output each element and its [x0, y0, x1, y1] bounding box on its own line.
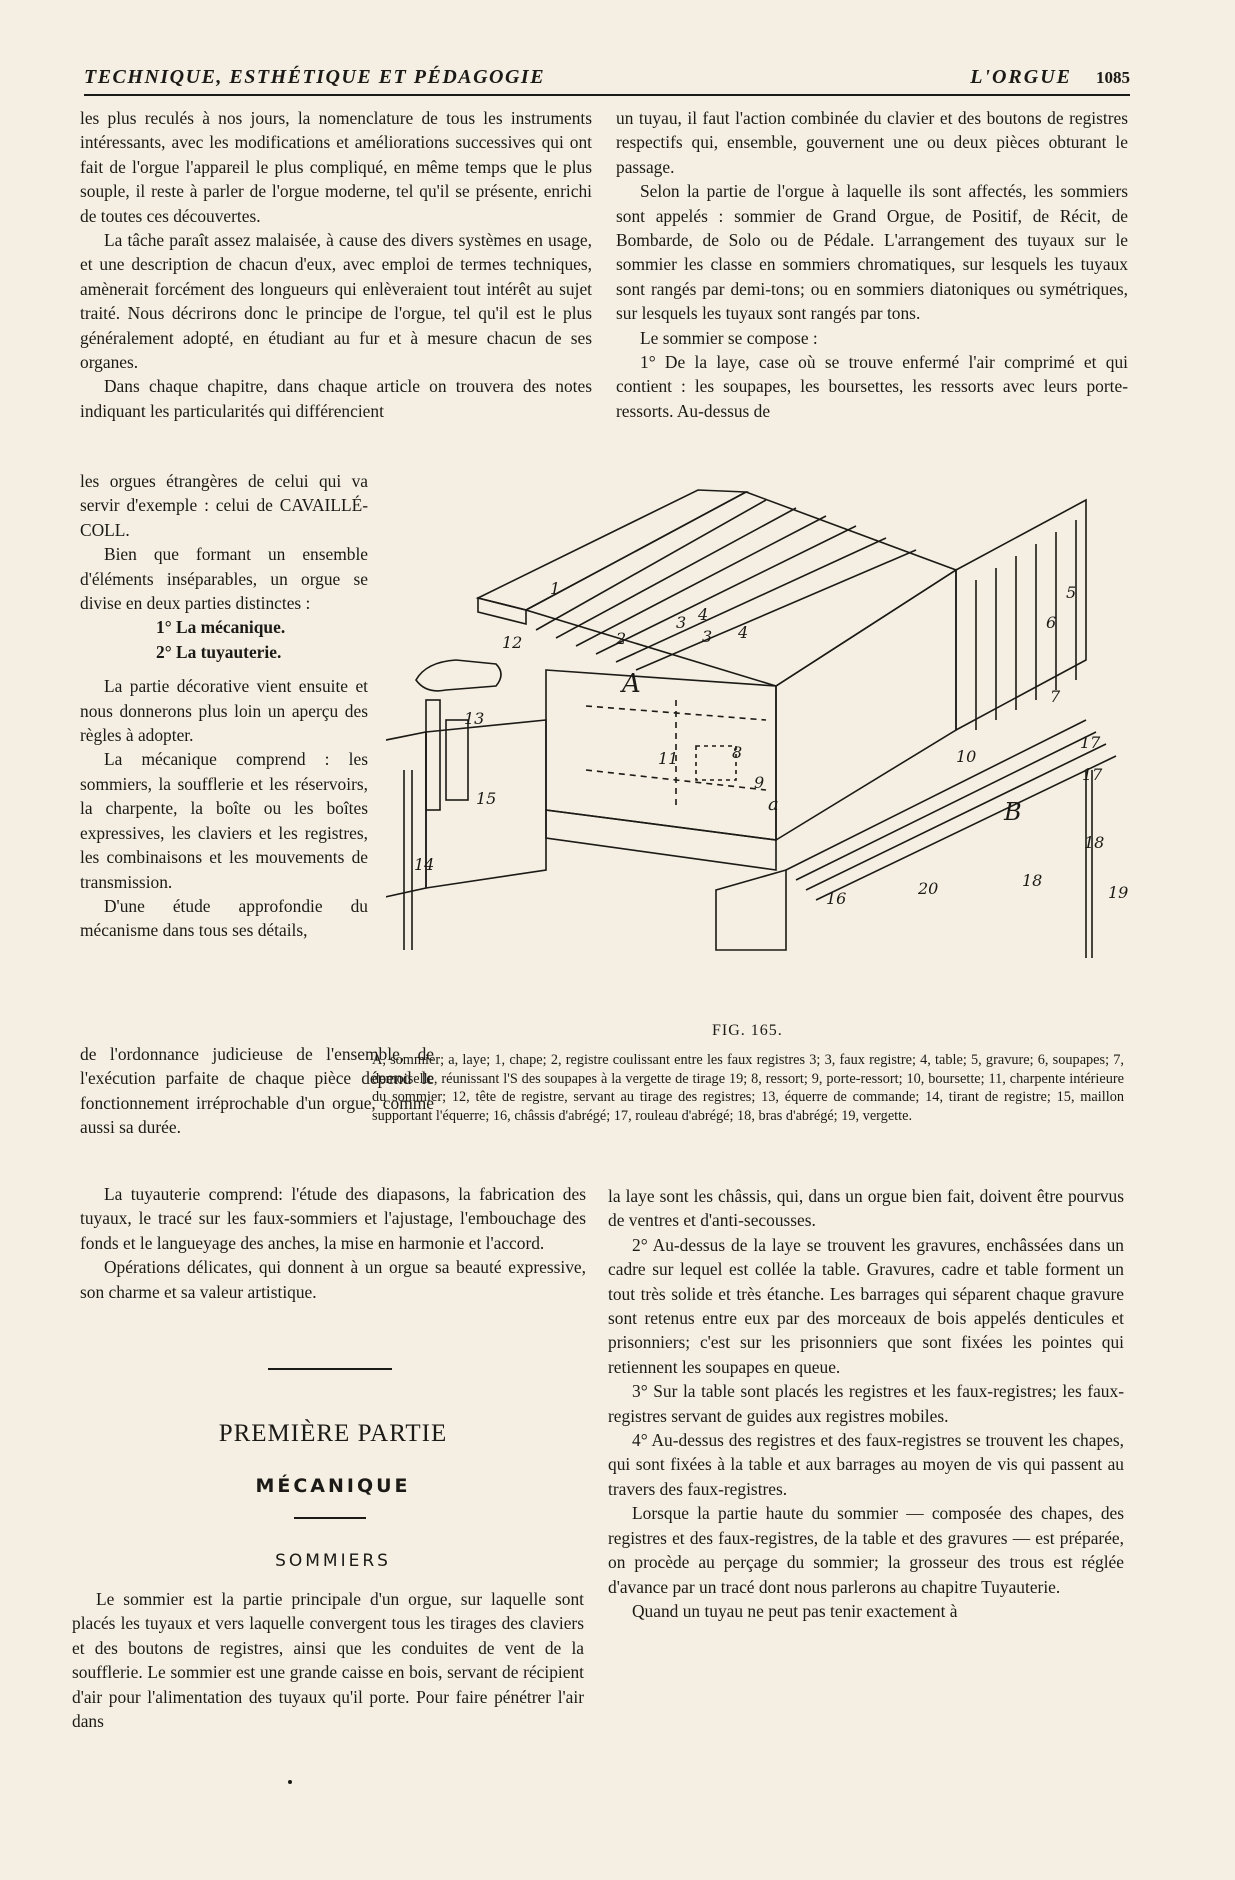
fig-label-17b: 17 — [1082, 765, 1103, 784]
paragraph: Quand un tuyau ne peut pas tenir exactement à — [632, 1600, 958, 1621]
fig-label-2: 2 — [616, 629, 627, 648]
running-title-right: L'ORGUE — [970, 66, 1072, 88]
fig-label-10: 10 — [956, 747, 977, 766]
fig-label-19: 19 — [1108, 883, 1129, 902]
paragraph: les plus reculés à nos jours, la nomenclature de tous les instruments intéressants, avec les modifications et améliorations successives qui ont fait de l'orgue l'appareil le plus compliqué, en même temps que le plus souple, il reste à parler de l'orgue moderne, tel qu'il se présente, enrichi de toutes ces découvertes. — [80, 108, 592, 226]
list-item: 1° La mécanique. — [156, 617, 286, 638]
fig-label-18: 18 — [1084, 833, 1105, 852]
left-column-bottom — [72, 1587, 584, 1733]
figure-caption: A, sommier; a, laye; 1, chape; 2, registre coulissant entre les faux registres 3; 3, faux registre; 4, table; 5, gravure; 6, soupapes; 7, demoiselle, réunissant l'S des soupapes à la vergette de tirage 19; 8, ressort; 9, porte-ressort; 10, boursette; 11, charpente intérieure du sommier; 12, tête de registre, servant au tirage des registres; 13, équerre de commande; 14, tirant de registre; 15, maillon supportant l'équerre; 16, châssis d'abrégé; 17, rouleau d'abrégé; 18, bras d'abrégé; 19, vergette. — [372, 1052, 1124, 1124]
paragraph: Opérations délicates, qui donnent à un orgue sa beauté expressive, son charme et sa valeur artistique. — [80, 1257, 586, 1302]
fig-label-8: 8 — [732, 743, 743, 762]
paragraph: 2° Au-dessus de la laye se trouvent les gravures, enchâssées dans un cadre sur lequel est collée la table. Gravures, cadre et table forment un tout très solide et très étanche. Les barrages qui séparent chaque gravure sont retenus entre eux par des morceaux de bois appelés denticules et prisonniers; c'est sur les prisonniers que sont fixées les pointes qui retiennent les soupapes en queue. — [608, 1234, 1124, 1377]
paragraph: La tuyauterie comprend: l'étude des diapasons, la fabrication des tuyaux, le tracé sur les faux-sommiers et l'ajustage, l'embouchage des fonds et le langueyage des anches, la mise en harmonie et l'accord. — [80, 1184, 586, 1253]
right-column-bottom — [608, 1184, 1124, 1623]
fig-label-5: 5 — [1066, 583, 1077, 602]
paragraph: La mécanique comprend : les sommiers, la soufflerie et les réservoirs, la charpente, la boîte ou les boîtes expressives, les claviers et les registres, les combinaisons et les mouvements de transmission. — [80, 749, 368, 892]
paragraph: La partie décorative vient ensuite et nous donnerons plus loin un aperçu des règles à adopter. — [80, 676, 368, 746]
paragraph: 4° Au-dessus des registres et des faux-registres se trouvent les chapes, qui sont fixées à la table et aux barrages au moyen de vis qui passent au travers des faux-registres. — [608, 1430, 1124, 1499]
paragraph: 1° De la laye, case où se trouve enfermé l'air comprimé et qui contient : les soupapes, les boursettes, les ressorts avec leurs porte-ressorts. Au-dessus de — [616, 352, 1128, 421]
left-column-narrow — [80, 469, 368, 943]
section-title: MÉCANIQUE — [255, 1475, 411, 1497]
fig-label-15: 15 — [476, 789, 497, 808]
fig-label-3: 3 — [676, 613, 687, 632]
fig-label-4: 4 — [698, 605, 709, 624]
page-number: 1085 — [1096, 68, 1130, 87]
fig-label-7: 7 — [1050, 687, 1061, 706]
fig-label-B: B — [1004, 798, 1022, 826]
figure-sommier-diagram — [386, 470, 1130, 958]
paragraph: Le sommier est la partie principale d'un orgue, sur laquelle sont placés les tuyaux et vers laquelle convergent tous les tirages des claviers et des boutons de registres, ainsi que les conduites de vent de la soufflerie. Le sommier est une grande caisse en bois, servant de récipient d'air pour l'alimentation des tuyaux qu'il porte. Pour faire pénétrer l'air dans — [72, 1589, 584, 1732]
fig-label-18b: 18 — [1022, 871, 1043, 890]
paragraph: La tâche paraît assez malaisée, à cause des divers systèmes en usage, et une description de chacun d'eux, avec emploi de termes techniques, amènerait forcément des longueurs qui enlèveraient tout intérêt au sujet traité. Nous décrirons donc le principe de l'orgue, tel qu'il est le plus généralement adopté, en étudiant au fur et à mesure chacun de ses organes. — [80, 230, 592, 373]
paragraph: D'une étude approfondie du mécanisme dans tous ses détails, — [80, 895, 368, 941]
fig-label-9: 9 — [754, 773, 765, 792]
fig-label-14: 14 — [414, 855, 435, 874]
paragraph: un tuyau, il faut l'action combinée du clavier et des boutons de registres respectifs qui, ensemble, gouvernent une ou deux pièces obturant le passage. — [616, 108, 1128, 177]
fig-label-13: 13 — [464, 709, 485, 728]
left-column-wide — [80, 1182, 586, 1304]
fig-label-A: A — [622, 669, 641, 699]
paragraph: Le sommier se compose : — [640, 327, 818, 348]
right-column-top — [616, 106, 1128, 423]
fig-label-3b: 3 — [702, 627, 713, 646]
fig-label-17: 17 — [1080, 733, 1101, 752]
part-title: PREMIÈRE PARTIE — [218, 1420, 448, 1447]
fig-label-12: 12 — [502, 633, 523, 652]
section-divider — [268, 1368, 392, 1370]
fig-label-6: 6 — [1046, 613, 1057, 632]
running-title: TECHNIQUE, ESTHÉTIQUE ET PÉDAGOGIE — [84, 66, 546, 88]
section-divider — [294, 1517, 366, 1519]
fig-label-a: a — [768, 794, 779, 815]
list-item: 2° La tuyauterie. — [156, 641, 282, 662]
paragraph: Dans chaque chapitre, dans chaque article on trouvera des notes indiquant les particularités qui différencient — [80, 376, 592, 421]
fig-label-1: 1 — [550, 579, 561, 598]
left-column-top — [80, 106, 592, 423]
paragraph: de l'ordonnance judicieuse de l'ensemble, de l'exécution parfaite de chaque pièce dépend le fonctionnement irréprochable d'un orgue, comme aussi sa durée. — [80, 1044, 434, 1138]
fig-label-4b: 4 — [738, 623, 749, 642]
paragraph: Selon la partie de l'orgue à laquelle ils sont affectés, les sommiers sont appelés : sommier de Grand Orgue, de Positif, de Récit, de Bombarde, de Solo ou de Pédale. L'arrangement des tuyaux sur le sommier les classe en sommiers chromatiques, sur lesquels les tuyaux sont rangés par demi-tons; ou en sommiers diatoniques ou symétriques, sur lesquels les tuyaux sont rangés par tons. — [616, 181, 1128, 324]
paragraph: 3° Sur la table sont placés les registres et les faux-registres; les faux-registres servant de guides aux registres mobiles. — [608, 1381, 1124, 1426]
paragraph: la laye sont les châssis, qui, dans un orgue bien fait, doivent être pourvus de ventres et d'anti-secousses. — [608, 1186, 1124, 1231]
fig-label-11: 11 — [658, 749, 679, 768]
paragraph: les orgues étrangères de celui qui va servir d'exemple : celui de CAVAILLÉ-COLL. — [80, 471, 368, 540]
ink-dot — [288, 1780, 292, 1784]
page-header — [84, 64, 1130, 96]
fig-label-16: 16 — [826, 889, 847, 908]
figure-label: FIG. 165. — [712, 1022, 783, 1039]
paragraph: Lorsque la partie haute du sommier — composée des chapes, des registres et des faux-registres, de la table et des gravures — est préparée, on procède au perçage du sommier; la grosseur des trous est réglée d'avance par un tracé dont nous parlerons au chapitre Tuyauterie. — [608, 1503, 1124, 1597]
paragraph: Bien que formant un ensemble d'éléments inséparables, un orgue se divise en deux parties distinctes : — [80, 544, 368, 614]
subsection-title: SOMMIERS — [275, 1551, 391, 1571]
fig-label-20: 20 — [918, 879, 939, 898]
